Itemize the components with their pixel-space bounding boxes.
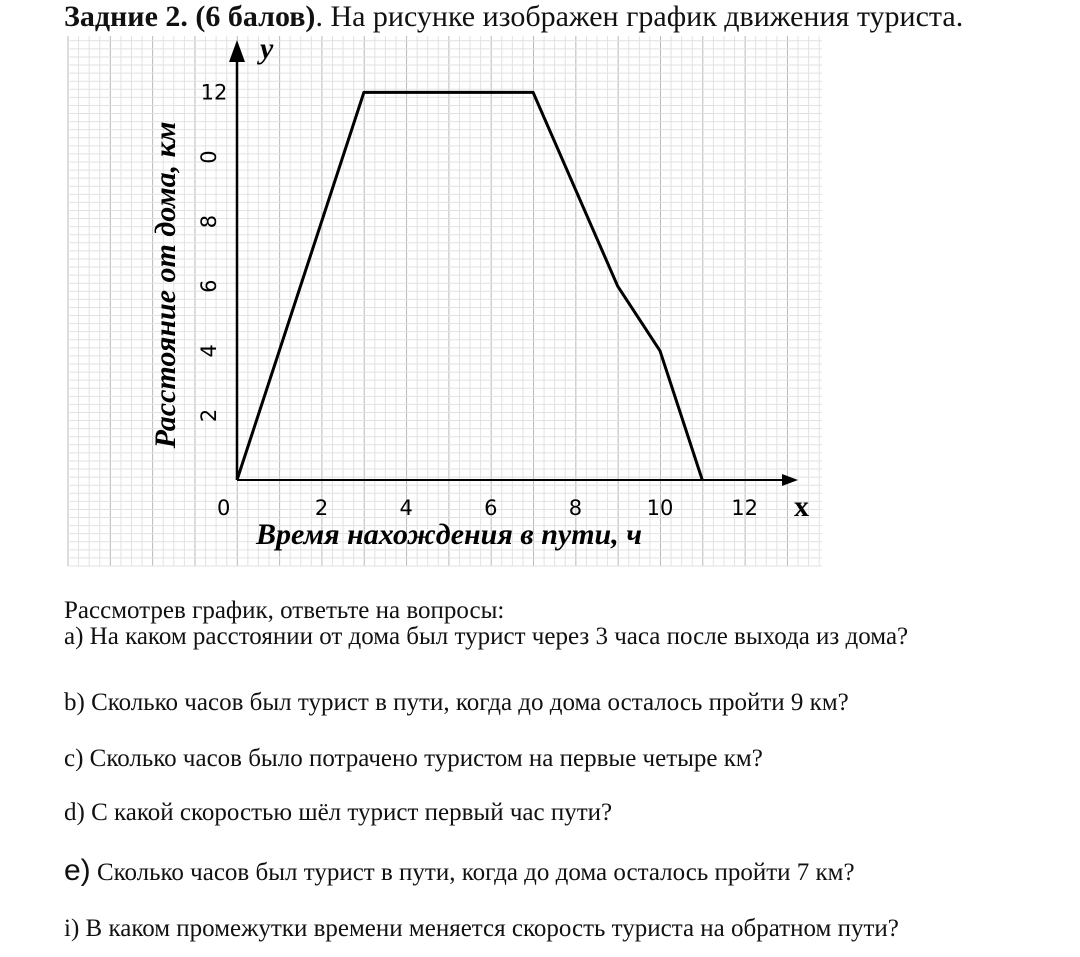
x-tick-label: 12 [731, 496, 758, 520]
question-label: i) [64, 915, 80, 942]
questions-intro: Рассмотрев график, ответьте на вопросы: [64, 597, 505, 624]
x-tick-label: 2 [314, 496, 329, 520]
task-title-rest: . На рисунке изображен график движения туриста. [315, 0, 964, 33]
x-axis-title: Время нахождения в пути, ч [256, 518, 642, 551]
x-tick-label: 4 [399, 496, 413, 520]
question-item [64, 688, 849, 718]
x-tick-label: 8 [568, 496, 583, 520]
y-tick-label: 2 [197, 408, 221, 423]
question-item [64, 914, 899, 944]
question-label: b) [64, 689, 85, 716]
x-axis-origin-label: 0 [217, 496, 231, 520]
y-tick-label: 0 [197, 150, 221, 164]
question-text: С какой скоростью шёл турист первый час пути? [84, 799, 613, 826]
question-item [64, 798, 612, 828]
question-label: a) [64, 623, 84, 650]
y-tick-label: 6 [197, 279, 221, 293]
y-tick-label: 4 [197, 344, 221, 358]
question-label: d) [64, 799, 85, 826]
y-tick-label: 12 [200, 80, 228, 105]
questions-section [64, 596, 1074, 942]
question-text: В каком промежутки времени меняется скорость туриста на обратном пути? [79, 915, 899, 942]
x-axis-letter: x [794, 490, 809, 523]
y-tick-label: 8 [197, 214, 221, 229]
question-label: c) [64, 745, 84, 772]
question-text: Сколько часов был турист в пути, когда до дома осталось пройти 9 км? [84, 689, 849, 716]
x-tick-label: 6 [484, 496, 498, 520]
question-text: Сколько часов был турист в пути, когда до дома осталось пройти 7 км? [90, 859, 855, 886]
task-title-bold: Задние 2. (6 балов) [64, 0, 316, 33]
question-item [64, 856, 855, 888]
question-label: e) [64, 854, 91, 887]
x-tick-label: 10 [646, 496, 674, 520]
y-axis-letter: y [260, 32, 274, 65]
y-axis-title: Расстояние от дома, км [149, 121, 182, 449]
question-item [64, 622, 908, 652]
x-axis-arrow [782, 474, 798, 486]
question-text: На каком расстоянии от дома был турист через 3 часа после выхода из дома? [83, 623, 909, 650]
y-axis-arrow [229, 40, 245, 62]
question-item [64, 744, 763, 774]
question-text: Сколько часов было потрачено туристом на первые четыре км? [83, 745, 763, 772]
